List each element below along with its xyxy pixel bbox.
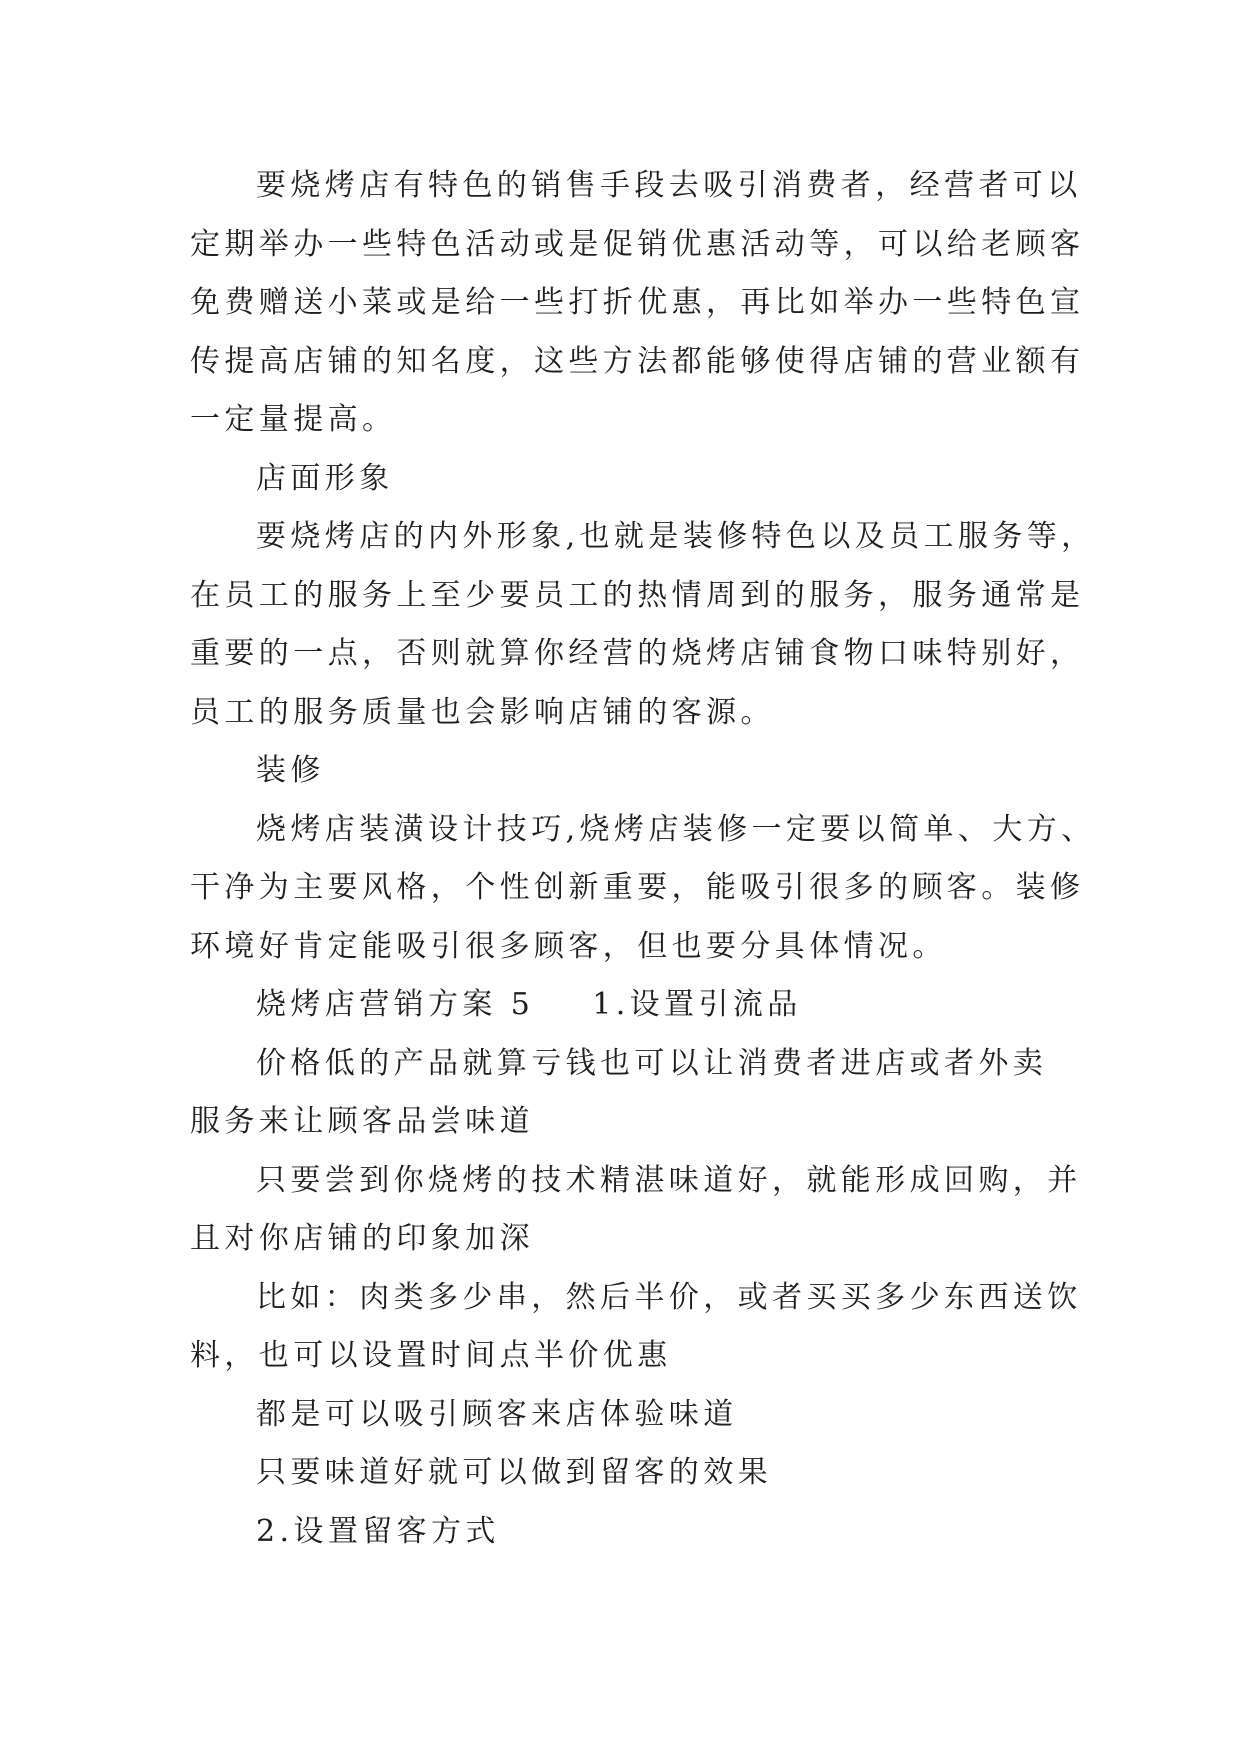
document-body bbox=[190, 157, 1096, 1561]
paragraph-line: 一定量提高。 bbox=[190, 402, 397, 437]
paragraph-line: 员工的服务质量也会影响店铺的客源。 bbox=[190, 694, 775, 730]
paragraph-line: 定期举办一些特色活动或是促销优惠活动等，可以给老顾客 bbox=[190, 226, 1085, 262]
paragraph-line: 且对你店铺的印象加深 bbox=[190, 1221, 534, 1256]
paragraph-line: 免费赠送小菜或是给一些打折优惠，再比如举办一些特色宣 bbox=[190, 285, 1085, 320]
paragraph-line: 只要味道好就可以做到留客的效果 bbox=[256, 1455, 772, 1490]
paragraph-line: 烧烤店装潢设计技巧,烧烤店装修一定要以简单、大方、 bbox=[256, 811, 1096, 847]
paragraph-line: 料，也可以设置时间点半价优惠 bbox=[190, 1338, 672, 1373]
paragraph-line: 要烧烤店的内外形象,也就是装修特色以及员工服务等， bbox=[256, 519, 1096, 554]
section-heading-decoration: 装修 bbox=[256, 753, 325, 788]
paragraph-line: 在员工的服务上至少要员工的热情周到的服务，服务通常是 bbox=[190, 577, 1085, 613]
paragraph-line: 传提高店铺的知名度，这些方法都能够使得店铺的营业额有 bbox=[190, 343, 1085, 379]
paragraph-line: 都是可以吸引顾客来店体验味道 bbox=[256, 1396, 738, 1432]
paragraph-line: 重要的一点，否则就算你经营的烧烤店铺食物口味特别好， bbox=[190, 636, 1085, 671]
paragraph-line: 价格低的产品就算亏钱也可以让消费者进店或者外卖 bbox=[256, 1045, 1048, 1081]
step-2-title: 2.设置留客方式 bbox=[256, 1513, 500, 1549]
paragraph-line: 比如：肉类多少串，然后半价，或者买买多少东西送饮 bbox=[256, 1279, 1082, 1315]
section-heading-storefront: 店面形象 bbox=[256, 460, 394, 496]
plan-title: 烧烤店营销方案 5 bbox=[256, 987, 535, 1022]
paragraph-line: 只要尝到你烧烤的技术精湛味道好，就能形成回购，并 bbox=[256, 1162, 1082, 1198]
step-1-title: 1.设置引流品 bbox=[592, 987, 802, 1022]
paragraph-line: 要烧烤店有特色的销售手段去吸引消费者，经营者可以 bbox=[256, 168, 1082, 203]
paragraph-line: 服务来让顾客品尝味道 bbox=[190, 1104, 534, 1139]
paragraph-line: 环境好肯定能吸引很多顾客，但也要分具体情况。 bbox=[190, 928, 947, 964]
section-heading-plan-5 bbox=[190, 976, 1060, 1035]
paragraph-line: 干净为主要风格，个性创新重要，能吸引很多的顾客。装修 bbox=[190, 870, 1085, 905]
